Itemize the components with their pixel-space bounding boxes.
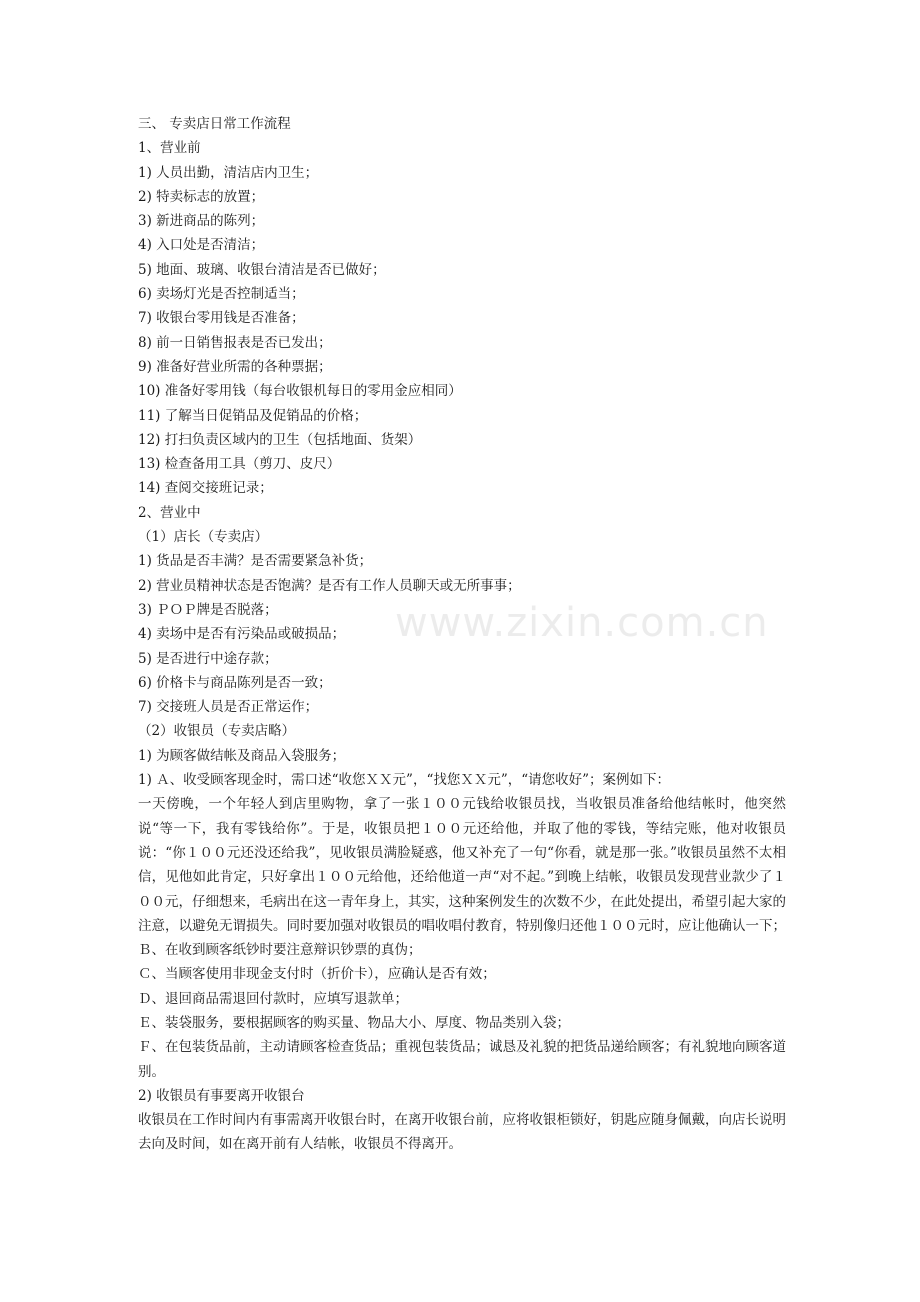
watermark: www.zixin.com.cn (395, 600, 769, 646)
section-heading-before-business: 1、营业前 (138, 140, 201, 157)
point-b: Ｂ、在收到顾客纸钞时要注意辩识钞票的真伪； (138, 942, 422, 959)
subsection-heading-store-manager: （1）店长（专卖店） (138, 529, 269, 546)
list-item: 10) 准备好零用钱（每台收银机每日的零用金应相同） (138, 383, 462, 400)
case-paragraph: 一天傍晚，一个年轻人到店里购物，拿了一张１００元钱给收银员找，当收银员准备给他结帐时，他突然说“等一下，我有零钱给你”。于是，收银员把１００元还给他，并取了他的零钱，等结完账，他对收银员说：“你１００元还没还给我”，见收银员满脸疑惑，他又补充了一句“你看，就是那一张。”收银员虽然不太相信，见他如此肯定，只好拿出１００元给他，还给他道一声“对不起。”到晚上结帐，收银员发现营业款少了１００元，仔细想来，毛病出在这一青年身上，其实，这种案例发生的次数不少，在此处提出，希望引起大家的注意，以避免无谓损失。同时要加强对收银员的唱收唱付教育，特别像归还他１００元时，应让他确认一下； (138, 796, 786, 934)
list-item: 5) 地面、玻璃、收银台清洁是否已做好； (138, 261, 386, 278)
list-item: 9) 准备好营业所需的各种票据； (138, 358, 332, 375)
section-title: 三、 专卖店日常工作流程 (138, 116, 291, 132)
list-item: 6) 价格卡与商品陈列是否一致； (138, 674, 332, 691)
list-item: 3) ＰＯＰ牌是否脱落； (138, 601, 278, 618)
list-item: 4) 入口处是否清洁； (138, 237, 265, 254)
list-item: 14) 查阅交接班记录； (138, 480, 273, 497)
list-item: 2) 特卖标志的放置； (138, 188, 265, 205)
document-body (138, 112, 786, 1157)
list-item: 2) 收银员有事要离开收银台 (138, 1087, 305, 1104)
list-item: 8) 前一日销售报表是否已发出； (138, 334, 332, 351)
list-item: 1) 为顾客做结帐及商品入袋服务； (138, 747, 346, 764)
list-item: 7) 交接班人员是否正常运作； (138, 699, 319, 716)
list-item: 4) 卖场中是否有污染品或破损品； (138, 626, 346, 643)
list-item: 12) 打扫负责区域内的卫生（包括地面、货架） (138, 431, 422, 448)
list-item: 13) 检查备用工具（剪刀、皮尺） (138, 456, 341, 473)
list-item: 6) 卖场灯光是否控制适当； (138, 286, 305, 303)
list-item: 3) 新进商品的陈列； (138, 213, 265, 230)
list-item: 7) 收银台零用钱是否准备； (138, 310, 305, 327)
section-heading-during-business: 2、营业中 (138, 504, 201, 521)
point-c: Ｃ、当顾客使用非现金支付时（折价卡），应确认是否有效； (138, 966, 496, 983)
point-d: Ｄ、退回商品需退回付款时，应填写退款单； (138, 990, 408, 1007)
list-item: 2) 营业员精神状态是否饱满？是否有工作人员聊天或无所事事； (138, 577, 521, 594)
list-item: 1) 人员出勤，清洁店内卫生； (138, 164, 319, 181)
leave-paragraph: 收银员在工作时间内有事需离开收银台时，在离开收银台前，应将收银柜锁好，钥匙应随身佩戴，向店长说明去向及时间，如在离开前有人结帐，收银员不得离开。 (138, 1112, 786, 1153)
list-item: 1) Ａ、收受顾客现金时，需口述“收您ＸＸ元”，“找您ＸＸ元”，“请您收好”；案例如下： (138, 772, 671, 789)
list-item: 11) 了解当日促销品及促销品的价格； (138, 407, 368, 424)
point-e: Ｅ、装袋服务，要根据顾客的购买量、物品大小、厚度、物品类别入袋； (138, 1014, 570, 1031)
list-item: 5) 是否进行中途存款； (138, 650, 278, 667)
subsection-heading-cashier: （2）收银员（专卖店略） (138, 723, 296, 740)
point-f: Ｆ、在包装货品前，主动请顾客检查货品；重视包装货品；诚恳及礼貌的把货品递给顾客；有礼貌地向顾客道别。 (138, 1039, 786, 1080)
list-item: 1) 货品是否丰满？是否需要紧急补货； (138, 553, 373, 570)
